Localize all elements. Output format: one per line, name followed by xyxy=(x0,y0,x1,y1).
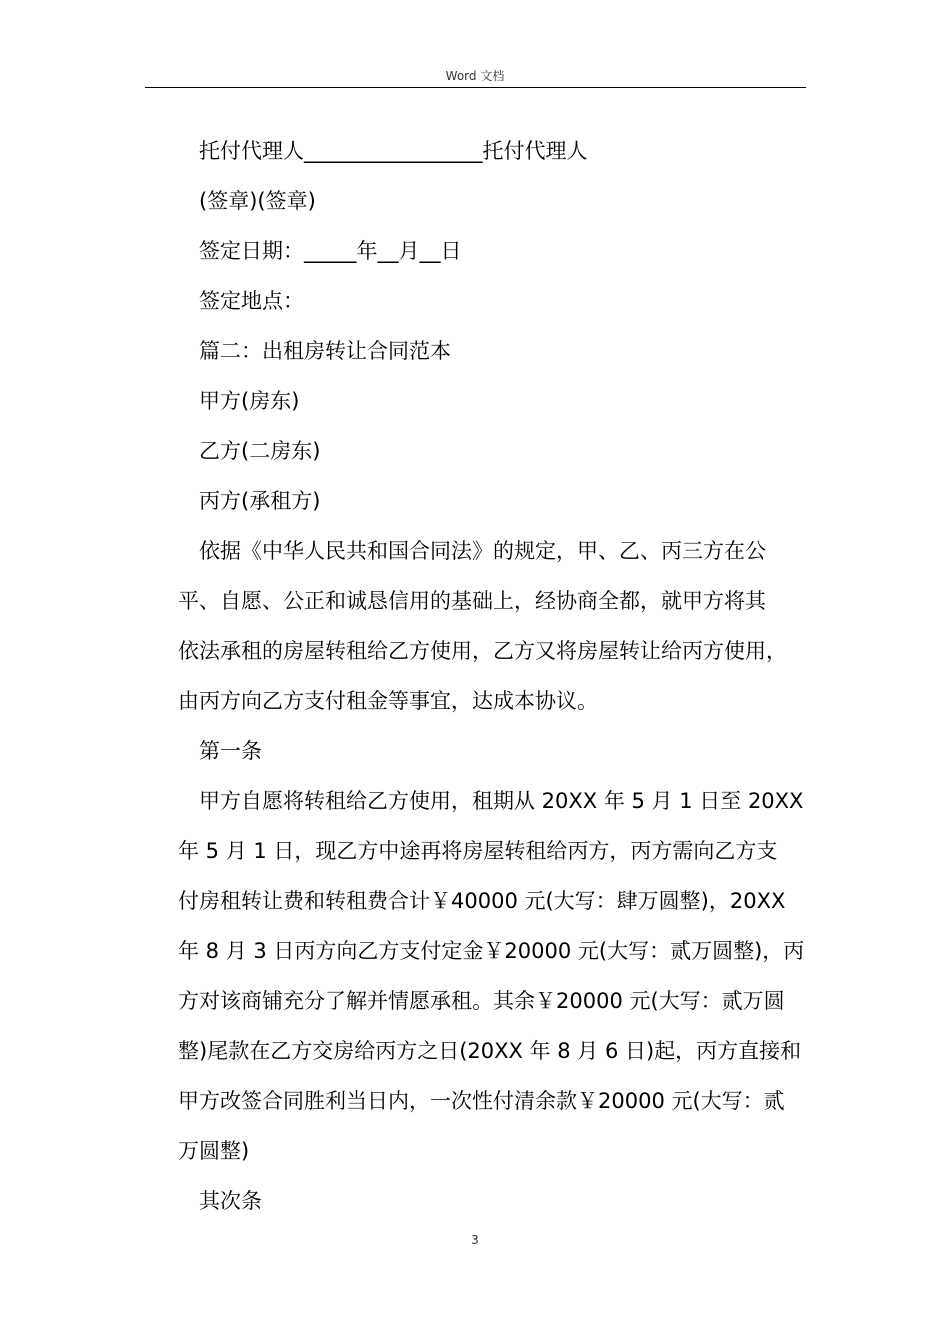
article-one-line: 万圆整) xyxy=(178,1139,250,1163)
article-one-line: 付房租转让费和转租费合计￥40000 元(大写：肆万圆整)，20XX xyxy=(178,889,786,913)
header-divider xyxy=(145,87,806,88)
signing-place-line: 签定地点： xyxy=(199,289,304,313)
section-title: 篇二：出租房转让合同范本 xyxy=(199,339,451,363)
document-body xyxy=(178,126,820,1226)
signing-date-line: 签定日期：_____年__月__日 xyxy=(199,239,462,263)
article-one-line: 年 8 月 3 日丙方向乙方支付定金￥20000 元(大写：贰万圆整)，丙 xyxy=(178,939,805,963)
preamble-line: 由丙方向乙方支付租金等事宜，达成本协议。 xyxy=(178,689,598,713)
article-one-line: 方对该商铺充分了解并情愿承租。其余￥20000 元(大写：贰万圆 xyxy=(178,989,785,1013)
party-a-line: 甲方(房东) xyxy=(199,389,300,413)
page-number: 3 xyxy=(471,1233,479,1247)
article-one-line: 甲方改签合同胜利当日内，一次性付清余款￥20000 元(大写：贰 xyxy=(178,1089,785,1113)
signature-line-agents: 托付代理人_________________托付代理人 xyxy=(199,139,588,163)
signature-seal-line: (签章)(签章) xyxy=(199,189,316,213)
preamble-line: 依法承租的房屋转租给乙方使用，乙方又将房屋转让给丙方使用， xyxy=(178,639,787,663)
article-one-line: 年 5 月 1 日，现乙方中途再将房屋转租给丙方，丙方需向乙方支 xyxy=(178,839,778,863)
article-one-heading: 第一条 xyxy=(199,739,262,763)
party-b-line: 乙方(二房东) xyxy=(199,439,321,463)
party-c-line: 丙方(承租方) xyxy=(199,489,321,513)
article-one-line: 甲方自愿将转租给乙方使用，租期从 20XX 年 5 月 1 日至 20XX xyxy=(199,789,804,813)
preamble-line: 依据《中华人民共和国合同法》的规定，甲、乙、丙三方在公 xyxy=(199,539,766,563)
preamble-line: 平、自愿、公正和诚恳信用的基础上，经协商全都，就甲方将其 xyxy=(178,589,766,613)
page-header: Word 文档 xyxy=(445,69,505,83)
article-two-heading: 其次条 xyxy=(199,1189,262,1213)
article-one-line: 整)尾款在乙方交房给丙方之日(20XX 年 8 月 6 日)起，丙方直接和 xyxy=(178,1039,802,1063)
